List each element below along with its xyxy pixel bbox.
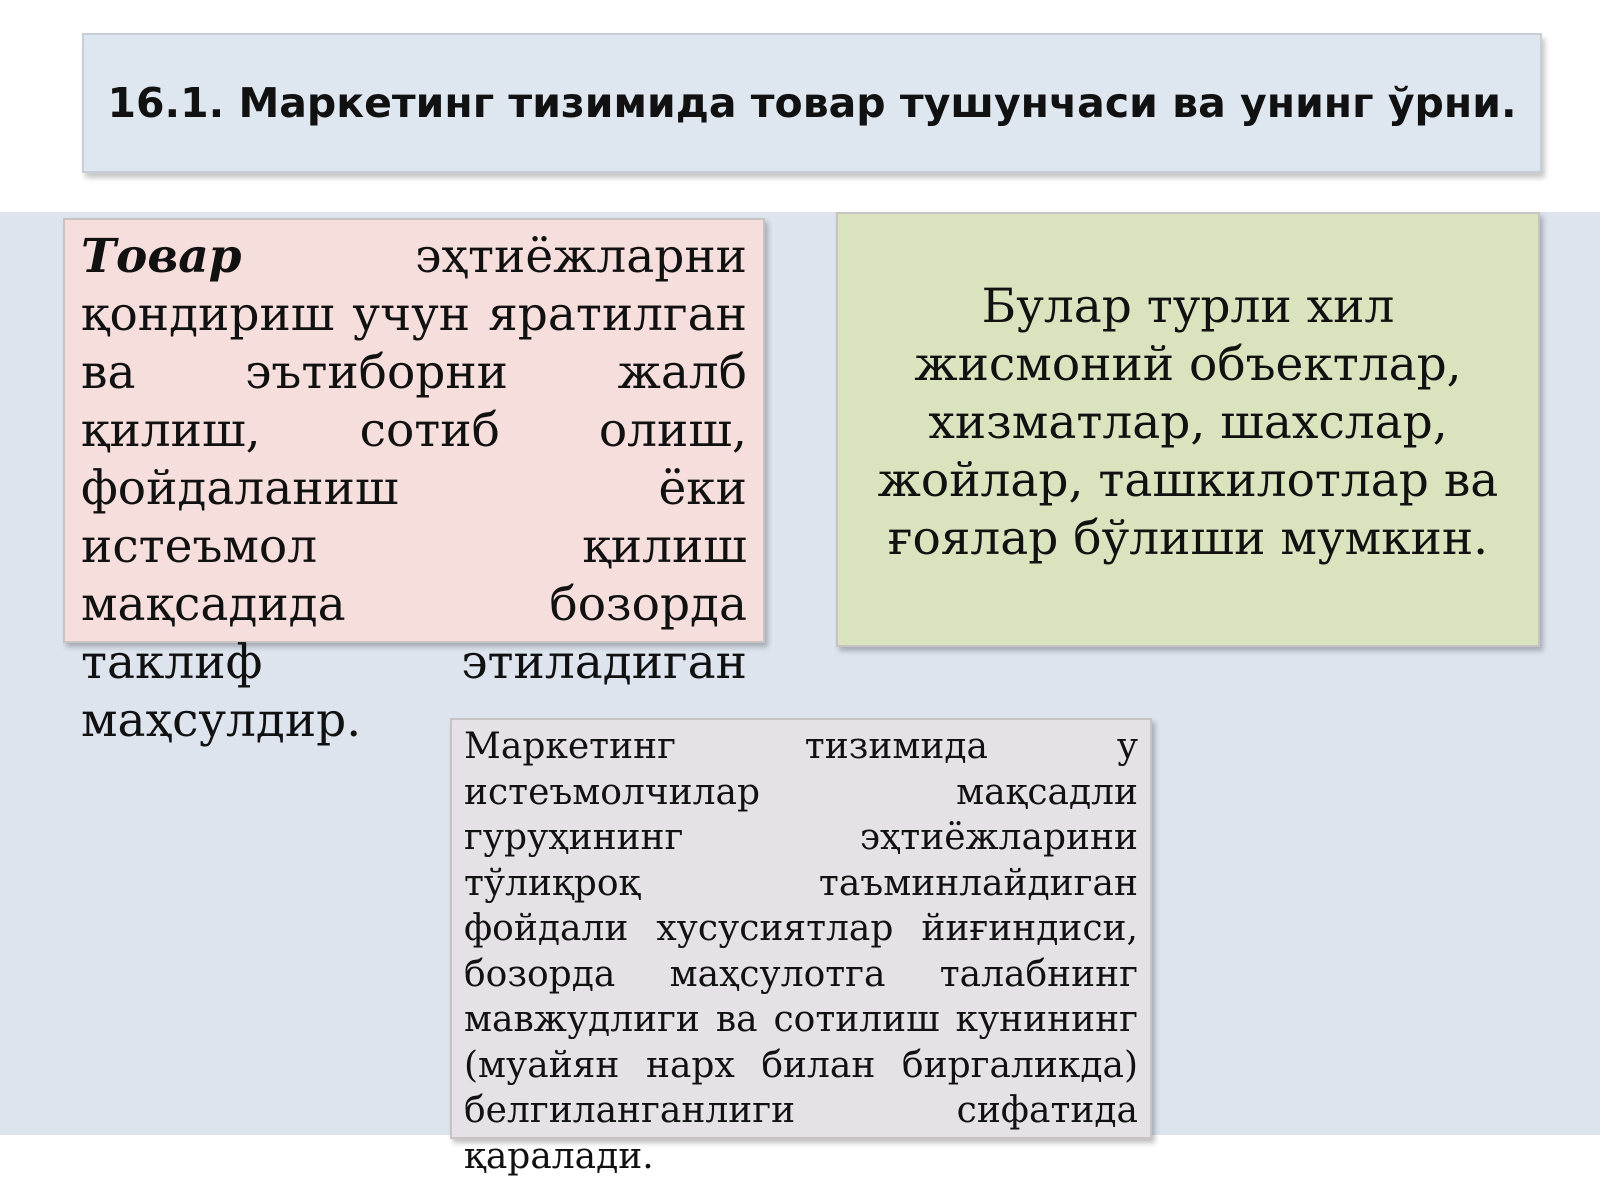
system-box xyxy=(450,718,1152,1177)
definition-text: эҳтиёжларни қондириш учун яратилган ва эътиборни жалб қилиш, сотиб олиш, фойдаланиш ёки истеъмол қилиш мақсадида бозорда таклиф этиладиган маҳсулдир. xyxy=(81,229,747,748)
slide-title: 16.1. Маркетинг тизимида товар тушунчаси ва унинг ўрни. xyxy=(107,79,1517,127)
examples-text: Булар турли хил жисмоний объектлар, хизматлар, шахслар, жойлар, ташкилотлар ва ғоялар бўлиши мумкин. xyxy=(877,278,1499,566)
system-text: Маркетинг тизимида у истеъмолчилар мақсадли гуруҳининг эҳтиёжларини тўлиқроқ таъминлайдиган фойдали хусусиятлар йиғиндиси, бозорда маҳсулотга талабнинг мавжудлиги ва сотилиш кунининг (муайян нарх билан биргаликда) белгиланганлиги сифатида қаралади. xyxy=(464,726,1138,1177)
title-box xyxy=(82,33,1542,173)
definition-lead-term: Товар xyxy=(81,229,242,284)
definition-box xyxy=(63,218,765,748)
examples-box xyxy=(836,212,1540,647)
